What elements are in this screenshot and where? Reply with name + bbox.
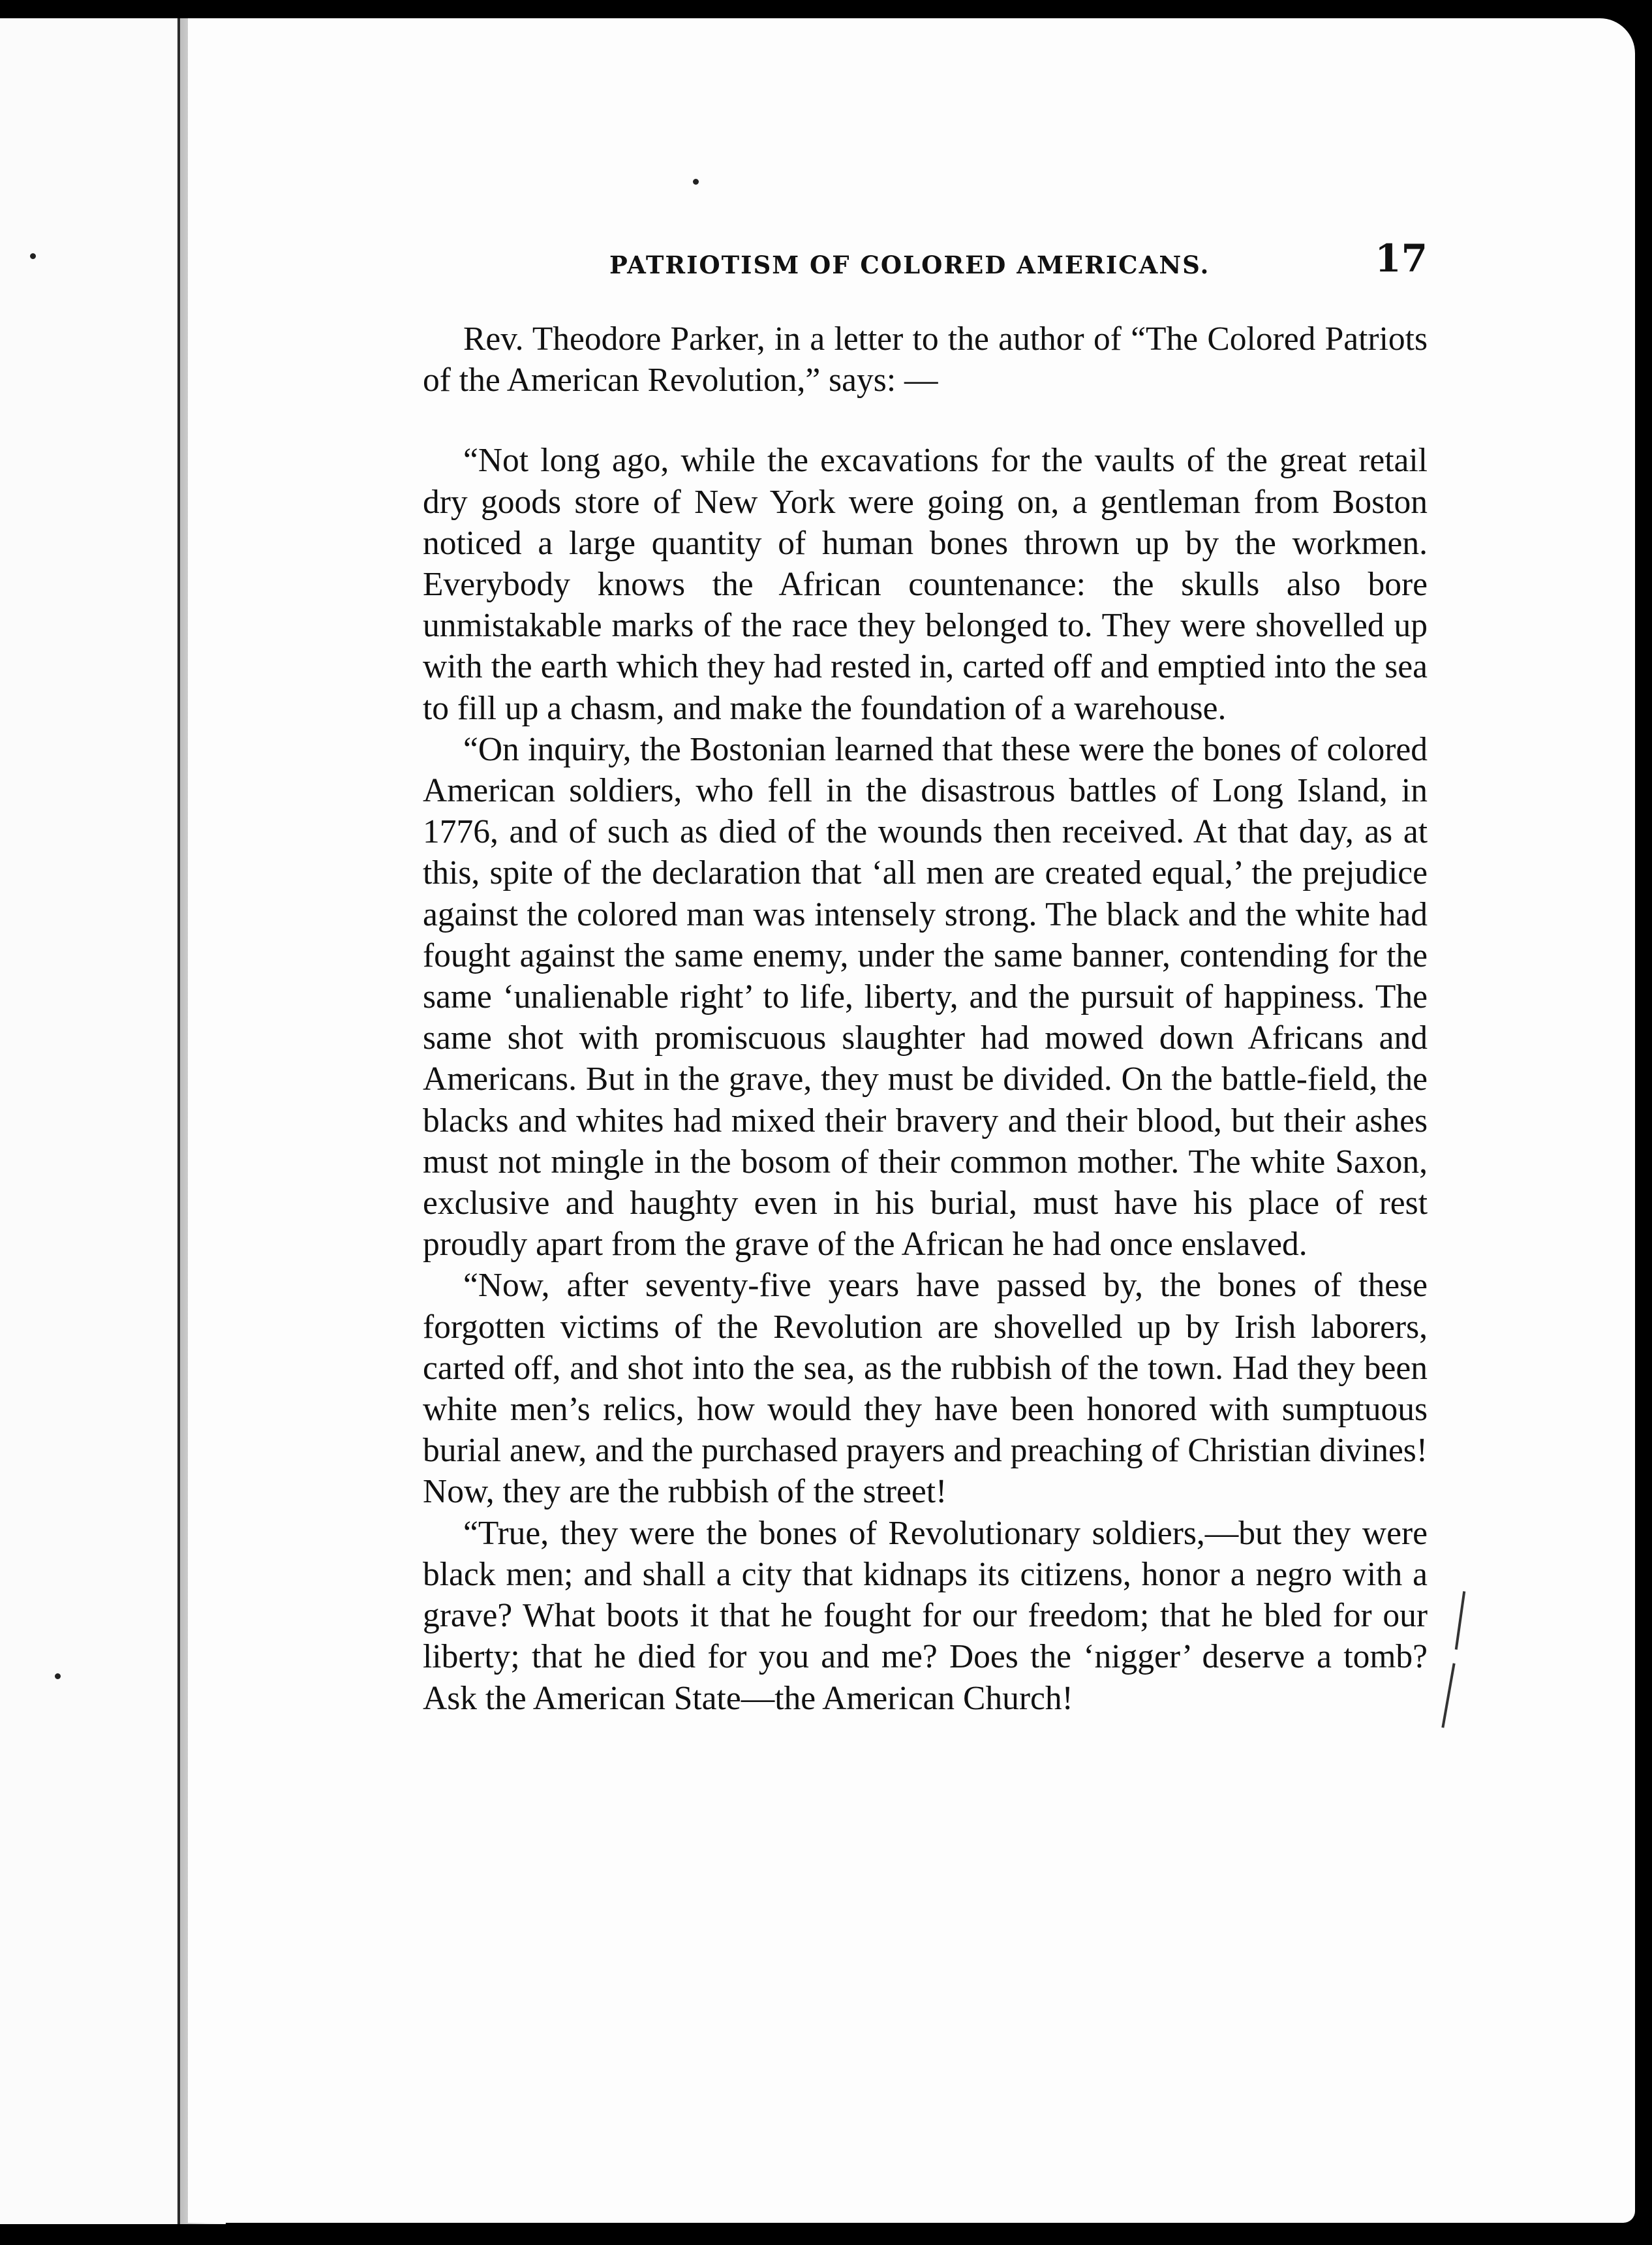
ink-speck: [55, 1673, 61, 1679]
previous-page-edge: [0, 18, 180, 2224]
quote-paragraph: “On inquiry, the Bostonian learned that these were the bones of colored American soldiers, who fell in the disastrous battles of Long Island, in 1776, and of such as died of the wounds then received. At that day, as at this, spite of the declaration that ‘all men are created equal,’ the prejudice against the colored man was intensely strong. The black and the white had fought against the same enemy, under the same banner, contending for the same ‘unalienable right’ to life, liberty, and the pursuit of happiness. The same shot with promiscuous slaughter had mowed down Africans and Americans. But in the grave, they must be divided. On the battle-field, the blacks and whites had mixed their bravery and their blood, but their ashes must not mingle in the bosom of their common mother. The white Saxon, exclusive and haughty even in his burial, must have his place of rest proudly apart from the grave of the African he had once enslaved.: [423, 730, 1428, 1263]
quote-paragraph: “Now, after seventy-five years have passed by, the bones of these forgotten victims of the Revolution are shovelled up by Irish laborers, carted off, and shot into the sea, as the rubbish of the town. Had they been white men’s relics, how would they have been honored with sumptuous burial anew, and the purchased prayers and preaching of Christian divines! Now, they are the rubbish of the street!: [423, 1267, 1428, 1511]
margin-pen-mark: [1441, 1663, 1455, 1727]
running-head: [423, 231, 1428, 296]
intro-paragraph: Rev. Theodore Parker, in a letter to the author of “The Colored Patriots of the American Revolution,” says: —: [423, 320, 1428, 399]
running-title: PATRIOTISM OF COLORED AMERICANS.: [609, 251, 1210, 279]
margin-pen-mark: [1455, 1591, 1465, 1650]
body-text: [423, 318, 1428, 1719]
quote-paragraph: “Not long ago, while the excavations for the vaults of the great retail dry goods store of New York were going on, a gentleman from Boston noticed a large quantity of human bones thrown up by the workmen. Everybody knows the African countenance: the skulls also bore unmistakable marks of the race they belonged to. They were shovelled up with the earth which they had rested in, carted off and emptied into the sea to fill up a chasm, and make the foundation of a warehouse.: [423, 442, 1428, 727]
ink-speck: [30, 253, 36, 259]
ink-speck: [693, 179, 699, 185]
page-number: 17: [1375, 236, 1428, 281]
quote-paragraph: “True, they were the bones of Revolutionary soldiers,—but they were black men; and shall a city that kidnaps its citizens, honor a negro with a grave? What boots it that he fought for our freedom; that he bled for our liberty; that he died for you and me? Does the ‘nigger’ deserve a tomb? Ask the American State—the American Church!: [423, 1514, 1428, 1717]
